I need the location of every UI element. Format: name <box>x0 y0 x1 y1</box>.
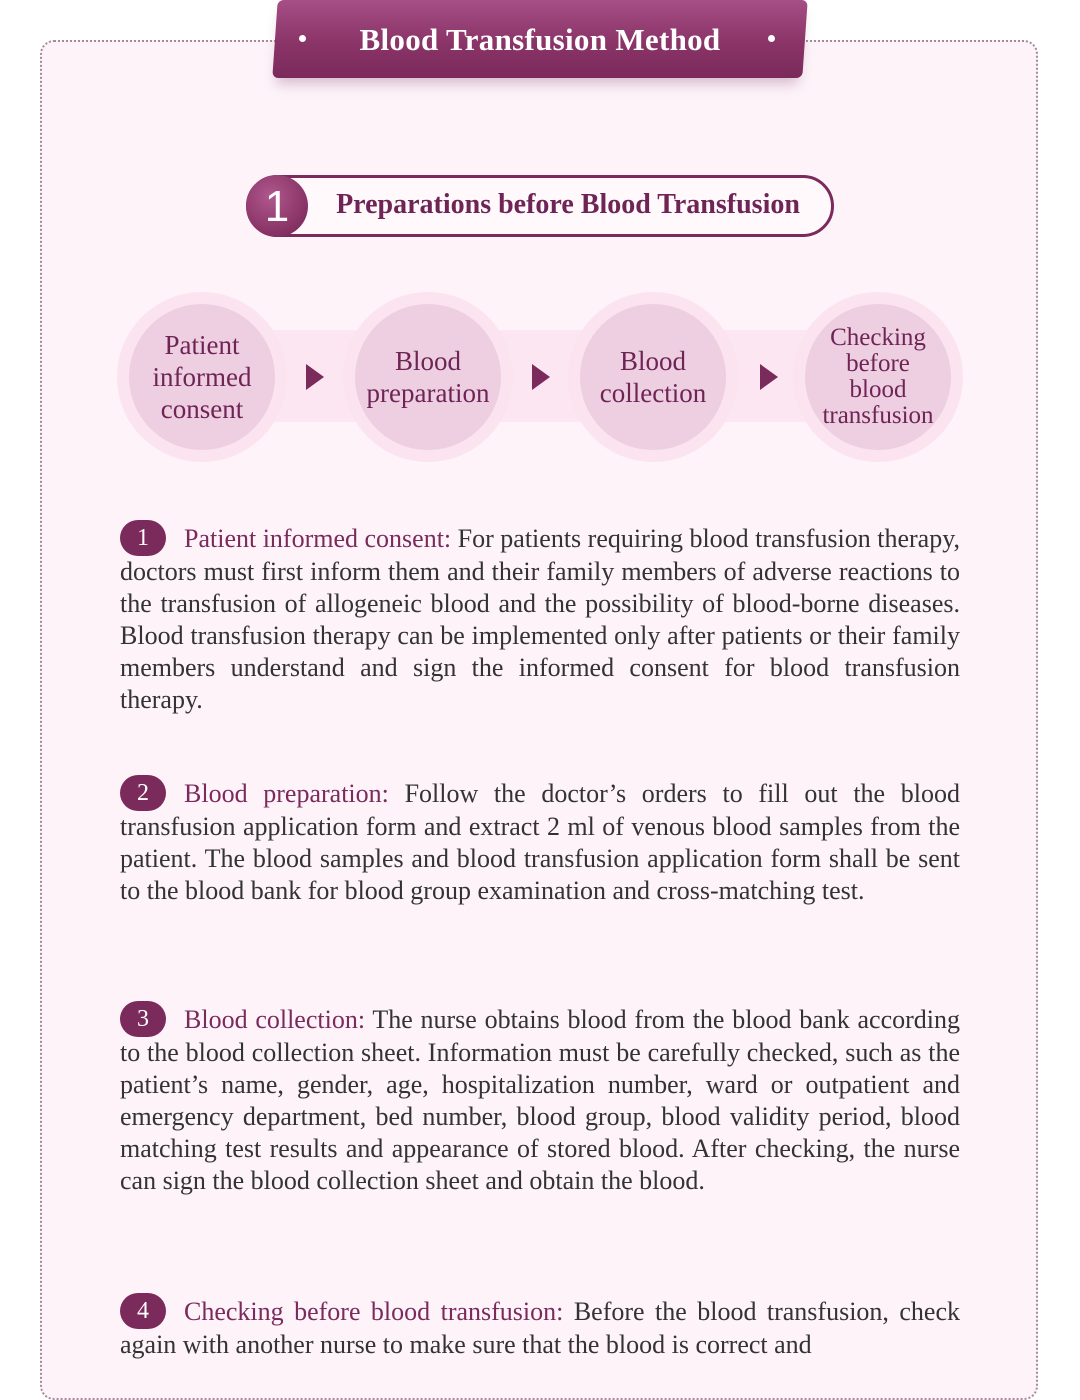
paragraph-blood-preparation <box>120 775 960 907</box>
flow-step-checking-before-transfusion <box>805 304 951 450</box>
paragraph-body: Before the blood transfusion, check again with another nurse to make sure that the blood is correct and <box>120 1297 960 1359</box>
flow-step-text: transfusion <box>822 402 934 429</box>
section-number-badge: 1 <box>246 175 308 237</box>
arrow-right-icon <box>306 364 324 390</box>
paragraph-number-badge: 2 <box>120 775 166 811</box>
paragraph-number-badge: 1 <box>120 520 166 556</box>
flow-step-text: Patient <box>164 330 240 360</box>
flow-step-text: Blood <box>394 346 461 376</box>
flow-step-text: collection <box>599 378 707 408</box>
arrow-right-icon <box>532 364 550 390</box>
paragraph-body: For patients requiring blood transfusion therapy, doctors must first inform them and their family members of adverse reactions to the transfusion of allogeneic blood and the possibility of blood-borne diseases. Blood transfusion therapy can be implemented only after patients or their family members understand and sign the informed consent for blood transfusion therapy. <box>120 524 960 714</box>
paragraph-lead: Patient informed consent: <box>184 524 452 553</box>
flow-step-patient-informed-consent <box>129 304 275 450</box>
flow-step-text: informed <box>152 362 252 392</box>
paragraph-lead: Blood preparation: <box>184 779 389 808</box>
paragraph-blood-collection <box>120 1001 960 1197</box>
paragraph-number-badge: 4 <box>120 1293 166 1329</box>
flow-step-blood-collection <box>580 304 726 450</box>
paragraph-checking-before-transfusion <box>120 1293 960 1361</box>
paragraph-lead: Blood collection: <box>184 1005 366 1034</box>
arrow-right-icon <box>760 364 778 390</box>
paragraph-body: The nurse obtains blood from the blood bank according to the blood collection sheet. Information must be carefully checked, such as the patient’s name, gender, age, hospitalization number, ward or outpatient and emergency department, bed number, blood group, blood validity period, blood matching test results and appearance of stored blood. After checking, the nurse can sign the blood collection sheet and obtain the blood. <box>120 1005 960 1195</box>
paragraph-lead: Checking before blood transfusion: <box>184 1297 564 1326</box>
paragraph-patient-informed-consent <box>120 520 960 716</box>
flow-step-text: Blood <box>619 346 686 376</box>
page-title: Blood Transfusion Method <box>359 22 721 57</box>
paragraph-body: Follow the doctor’s orders to fill out the blood transfusion application form and extract 2 ml of venous blood samples from the patient. The blood samples and blood transfusion application form shall be sent to the blood bank for blood group examination and cross-matching test. <box>120 779 960 905</box>
flow-step-text: blood <box>849 376 907 403</box>
flow-step-text: preparation <box>366 378 490 408</box>
paragraph-number-badge: 3 <box>120 1001 166 1037</box>
flow-step-text: Checking <box>830 324 926 351</box>
flow-step-blood-preparation <box>355 304 501 450</box>
flow-step-text: before <box>846 350 910 377</box>
flow-step-text: consent <box>160 394 244 424</box>
section-title: Preparations before Blood Transfusion <box>336 189 800 220</box>
